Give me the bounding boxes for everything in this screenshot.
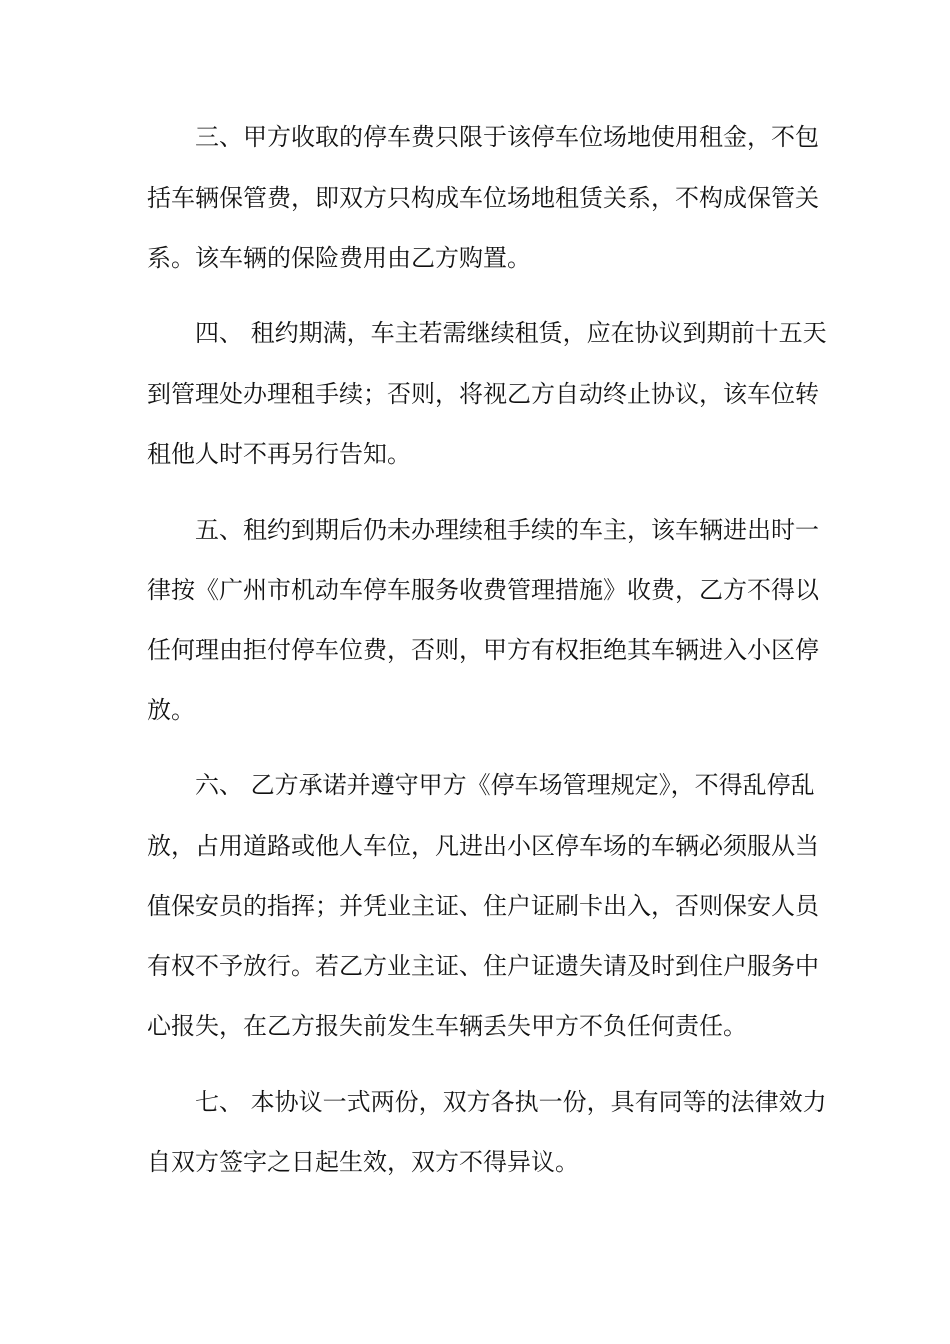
paragraph-5-line-2: 律按《广州市机动车停车服务收费管理措施》收费，乙方不得以	[147, 576, 819, 604]
paragraph-5-line-4: 放。	[147, 696, 195, 724]
paragraph-5-line-3: 任何理由拒付停车位费，否则，甲方有权拒绝其车辆进入小区停	[147, 636, 819, 664]
paragraph-6-line-3: 值保安员的指挥；并凭业主证、住户证刷卡出入，否则保安人员	[147, 892, 819, 920]
paragraph-3-line-3: 系。该车辆的保险费用由乙方购置。	[147, 244, 531, 272]
paragraph-3-line-2: 括车辆保管费，即双方只构成车位场地租赁关系，不构成保管关	[147, 184, 819, 212]
paragraph-4-line-2: 到管理处办理租手续；否则，将视乙方自动终止协议，该车位转	[147, 380, 819, 408]
paragraph-6-line-2: 放，占用道路或他人车位，凡进出小区停车场的车辆必须服从当	[147, 832, 819, 860]
paragraph-5-line-1: 五、租约到期后仍未办理续租手续的车主，该车辆进出时一	[195, 516, 819, 544]
paragraph-4-line-1: 四、 租约期满，车主若需继续租赁，应在协议到期前十五天	[195, 319, 827, 347]
paragraph-6-line-5: 心报失，在乙方报失前发生车辆丢失甲方不负任何责任。	[147, 1012, 747, 1040]
paragraph-3-line-1: 三、甲方收取的停车费只限于该停车位场地使用租金，不包	[195, 123, 819, 151]
paragraph-4-line-3: 租他人时不再另行告知。	[147, 440, 411, 468]
paragraph-7-line-1: 七、 本协议一式两份，双方各执一份，具有同等的法律效力	[195, 1088, 827, 1116]
paragraph-6-line-4: 有权不予放行。若乙方业主证、住户证遗失请及时到住户服务中	[147, 952, 819, 980]
paragraph-7-line-2: 自双方签字之日起生效，双方不得异议。	[147, 1148, 579, 1176]
paragraph-6-line-1: 六、 乙方承诺并遵守甲方《停车场管理规定》，不得乱停乱	[195, 771, 815, 799]
